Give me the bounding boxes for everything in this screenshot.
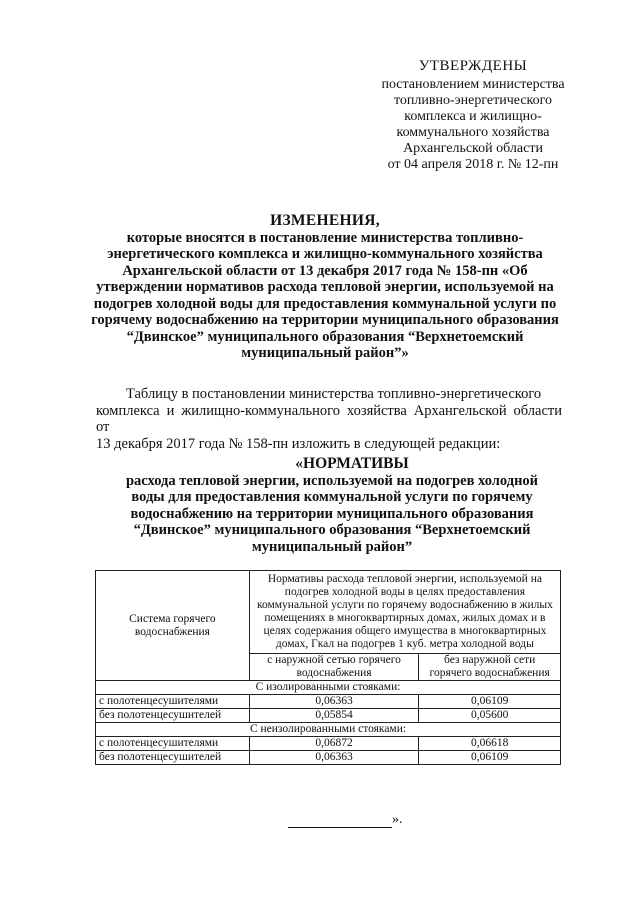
row-label: с полотенцесушителями	[96, 737, 250, 751]
changes-line: Архангельской области от 13 декабря 2017 года № 158-пн «Об	[122, 262, 528, 279]
section-title: С изолированными стояками:	[96, 681, 561, 695]
row-label: с полотенцесушителями	[96, 695, 250, 709]
table-row	[96, 751, 561, 765]
changes-line: муниципальный район”»	[241, 345, 409, 361]
changes-heading: ИЗМЕНЕНИЯ,	[270, 212, 380, 229]
approval-title: УТВЕРЖДЕНЫ	[418, 58, 528, 74]
table-row	[96, 695, 561, 709]
changes-line: утверждении нормативов расхода тепловой энергии, используемой на	[96, 279, 554, 295]
body-paragraph	[96, 386, 562, 452]
table-section-row	[96, 681, 561, 695]
value-without-network: 0,05600	[419, 709, 561, 723]
norms-line: “Двинское” муниципального образования “Верхнетоемский	[133, 522, 531, 538]
row-label: без полотенцесушителей	[96, 709, 250, 723]
row-label: без полотенцесушителей	[96, 751, 250, 765]
approval-line: коммунального хозяйства	[396, 125, 550, 140]
value-without-network: 0,06109	[419, 751, 561, 765]
changes-line: энергетического комплекса и жилищно-коммунального хозяйства	[107, 246, 543, 262]
section-title: С неизолированными стояками:	[96, 723, 561, 737]
paragraph-line: 13 декабря 2017 года № 158-пн изложить в следующей редакции:	[96, 435, 501, 452]
value-without-network: 0,06618	[419, 737, 561, 751]
header-with-network: с наружной сетью горячего водоснабжения	[249, 654, 419, 681]
value-with-network: 0,06363	[249, 751, 419, 765]
header-system: Система горячего водоснабжения	[96, 571, 250, 681]
norms-line: водоснабжению на территории муниципального образования	[130, 505, 534, 522]
changes-heading-block	[90, 213, 560, 362]
approval-block	[368, 58, 578, 173]
closing-mark	[288, 812, 403, 828]
paragraph-line: Таблицу в постановлении министерства топливно-энергетического	[126, 386, 542, 402]
norms-line: воды для предоставления коммунальной услуги по горячему	[131, 489, 533, 505]
norms-line: расхода тепловой энергии, используемой на подогрев холодной	[125, 472, 539, 489]
approval-line: от 04 апреля 2018 г. № 12-пн	[387, 157, 559, 172]
changes-line: которые вносятся в постановление министерства топливно-	[126, 229, 524, 246]
approval-line: постановлением министерства	[381, 77, 565, 92]
approval-line: комплекса и жилищно-	[404, 109, 542, 124]
changes-line: “Двинское” муниципального образования “Верхнетоемский	[126, 328, 524, 345]
norms-heading-block	[108, 456, 556, 555]
table-section-row	[96, 723, 561, 737]
header-without-network: без наружной сети горячего водоснабжения	[419, 654, 561, 681]
changes-line: горячему водоснабжению на территории муниципального образования	[91, 312, 559, 328]
value-with-network: 0,06872	[249, 737, 419, 751]
table-header-row	[96, 571, 561, 654]
value-with-network: 0,05854	[249, 709, 419, 723]
closing-quote: ».	[392, 812, 403, 827]
signature-line	[288, 813, 392, 828]
table-row	[96, 737, 561, 751]
table-row	[96, 709, 561, 723]
value-with-network: 0,06363	[249, 695, 419, 709]
norms-heading: «НОРМАТИВЫ	[295, 455, 409, 472]
header-norms: Нормативы расхода тепловой энергии, используемой на подогрев холодной воды в целях предоставления коммунальной услуги по горячему водоснабжению в жилых помещениях в многоквартирных домах, жилых домах и в целях содержания общего имущества в многоквартирных домах, Гкал на подогрев 1 куб. метра холодной воды	[249, 571, 560, 654]
approval-line: Архангельской области	[403, 141, 543, 156]
norms-table	[95, 570, 561, 765]
value-without-network: 0,06109	[419, 695, 561, 709]
paragraph-line: комплекса и жилищно-коммунального хозяйства Архангельской области от	[96, 402, 562, 435]
approval-line: топливно-энергетического	[393, 93, 553, 108]
changes-line: подогрев холодной воды для предоставления коммунальной услуги по	[93, 295, 557, 312]
norms-line: муниципальный район”	[251, 538, 413, 555]
